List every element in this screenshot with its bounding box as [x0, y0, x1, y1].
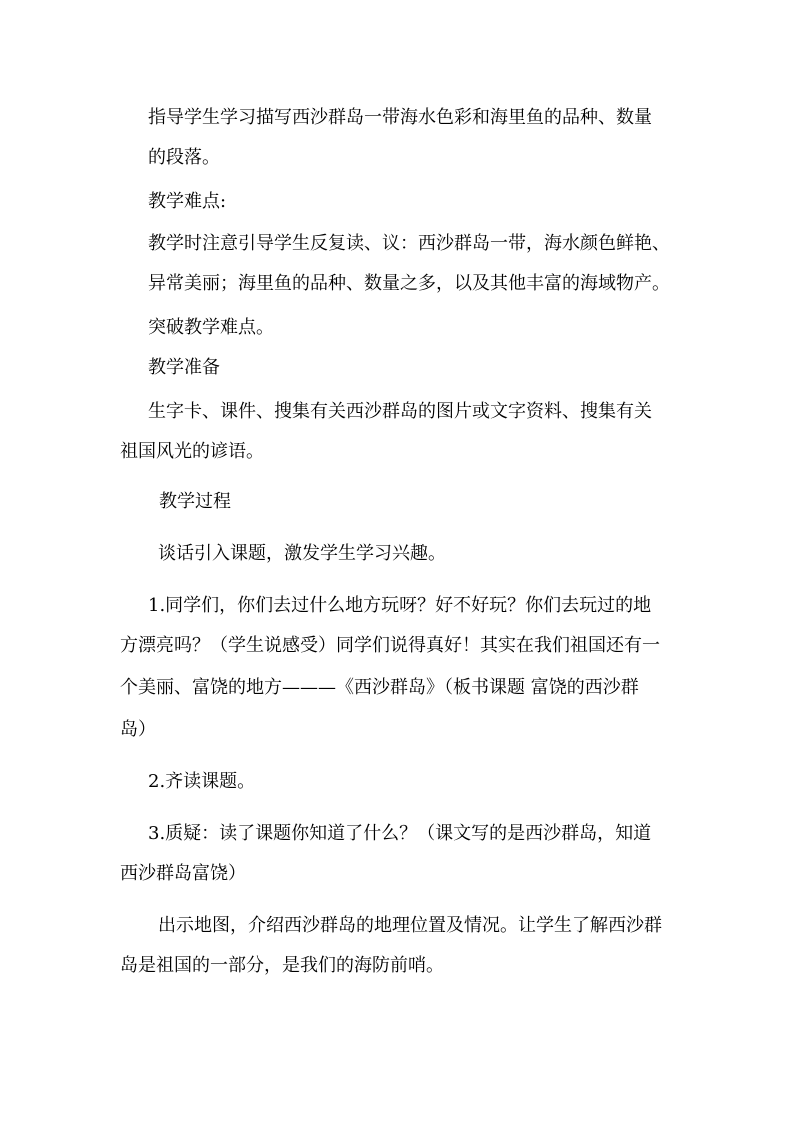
text-line-9: 祖国风光的谚语。	[120, 441, 264, 462]
text-line-19: 出示地图，介绍西沙群岛的地理位置及情况。让学生了解西沙群	[158, 915, 662, 936]
text-line-15: 岛）	[120, 719, 156, 740]
section-heading-process: 教学过程	[159, 491, 231, 512]
text-line-6: 突破教学难点。	[148, 317, 274, 338]
text-line-4: 教学时注意引导学生反复读、议：西沙群岛一带，海水颜色鲜艳、	[148, 233, 670, 254]
text-line-11: 谈话引入课题，激发学生学习兴趣。	[158, 543, 446, 564]
section-heading-preparation: 教学准备	[148, 357, 220, 378]
text-line-2: 的段落。	[148, 147, 220, 168]
text-line-18: 西沙群岛富饶）	[120, 863, 246, 884]
section-heading-difficulty: 教学难点:	[148, 191, 227, 212]
text-line-5: 异常美丽；海里鱼的品种、数量之多，以及其他丰富的海域物产。	[148, 273, 670, 294]
text-line-14: 个美丽、富饶的地方———《西沙群岛》（板书课题 富饶的西沙群	[120, 677, 639, 698]
text-line-13: 方漂亮吗？（学生说感受）同学们说得真好！其实在我们祖国还有一	[120, 635, 660, 656]
text-line-8: 生字卡、课件、搜集有关西沙群岛的图片或文字资料、搜集有关	[148, 401, 652, 422]
text-line-17: 3.质疑：读了课题你知道了什么？（课文写的是西沙群岛，知道	[148, 823, 652, 844]
text-line-1: 指导学生学习描写西沙群岛一带海水色彩和海里鱼的品种、数量	[148, 107, 652, 128]
text-line-12: 1.同学们，你们去过什么地方玩呀？好不好玩？你们去玩过的地	[148, 595, 652, 616]
text-line-20: 岛是祖国的一部分，是我们的海防前哨。	[120, 955, 444, 976]
text-line-16: 2.齐读课题。	[148, 771, 256, 792]
